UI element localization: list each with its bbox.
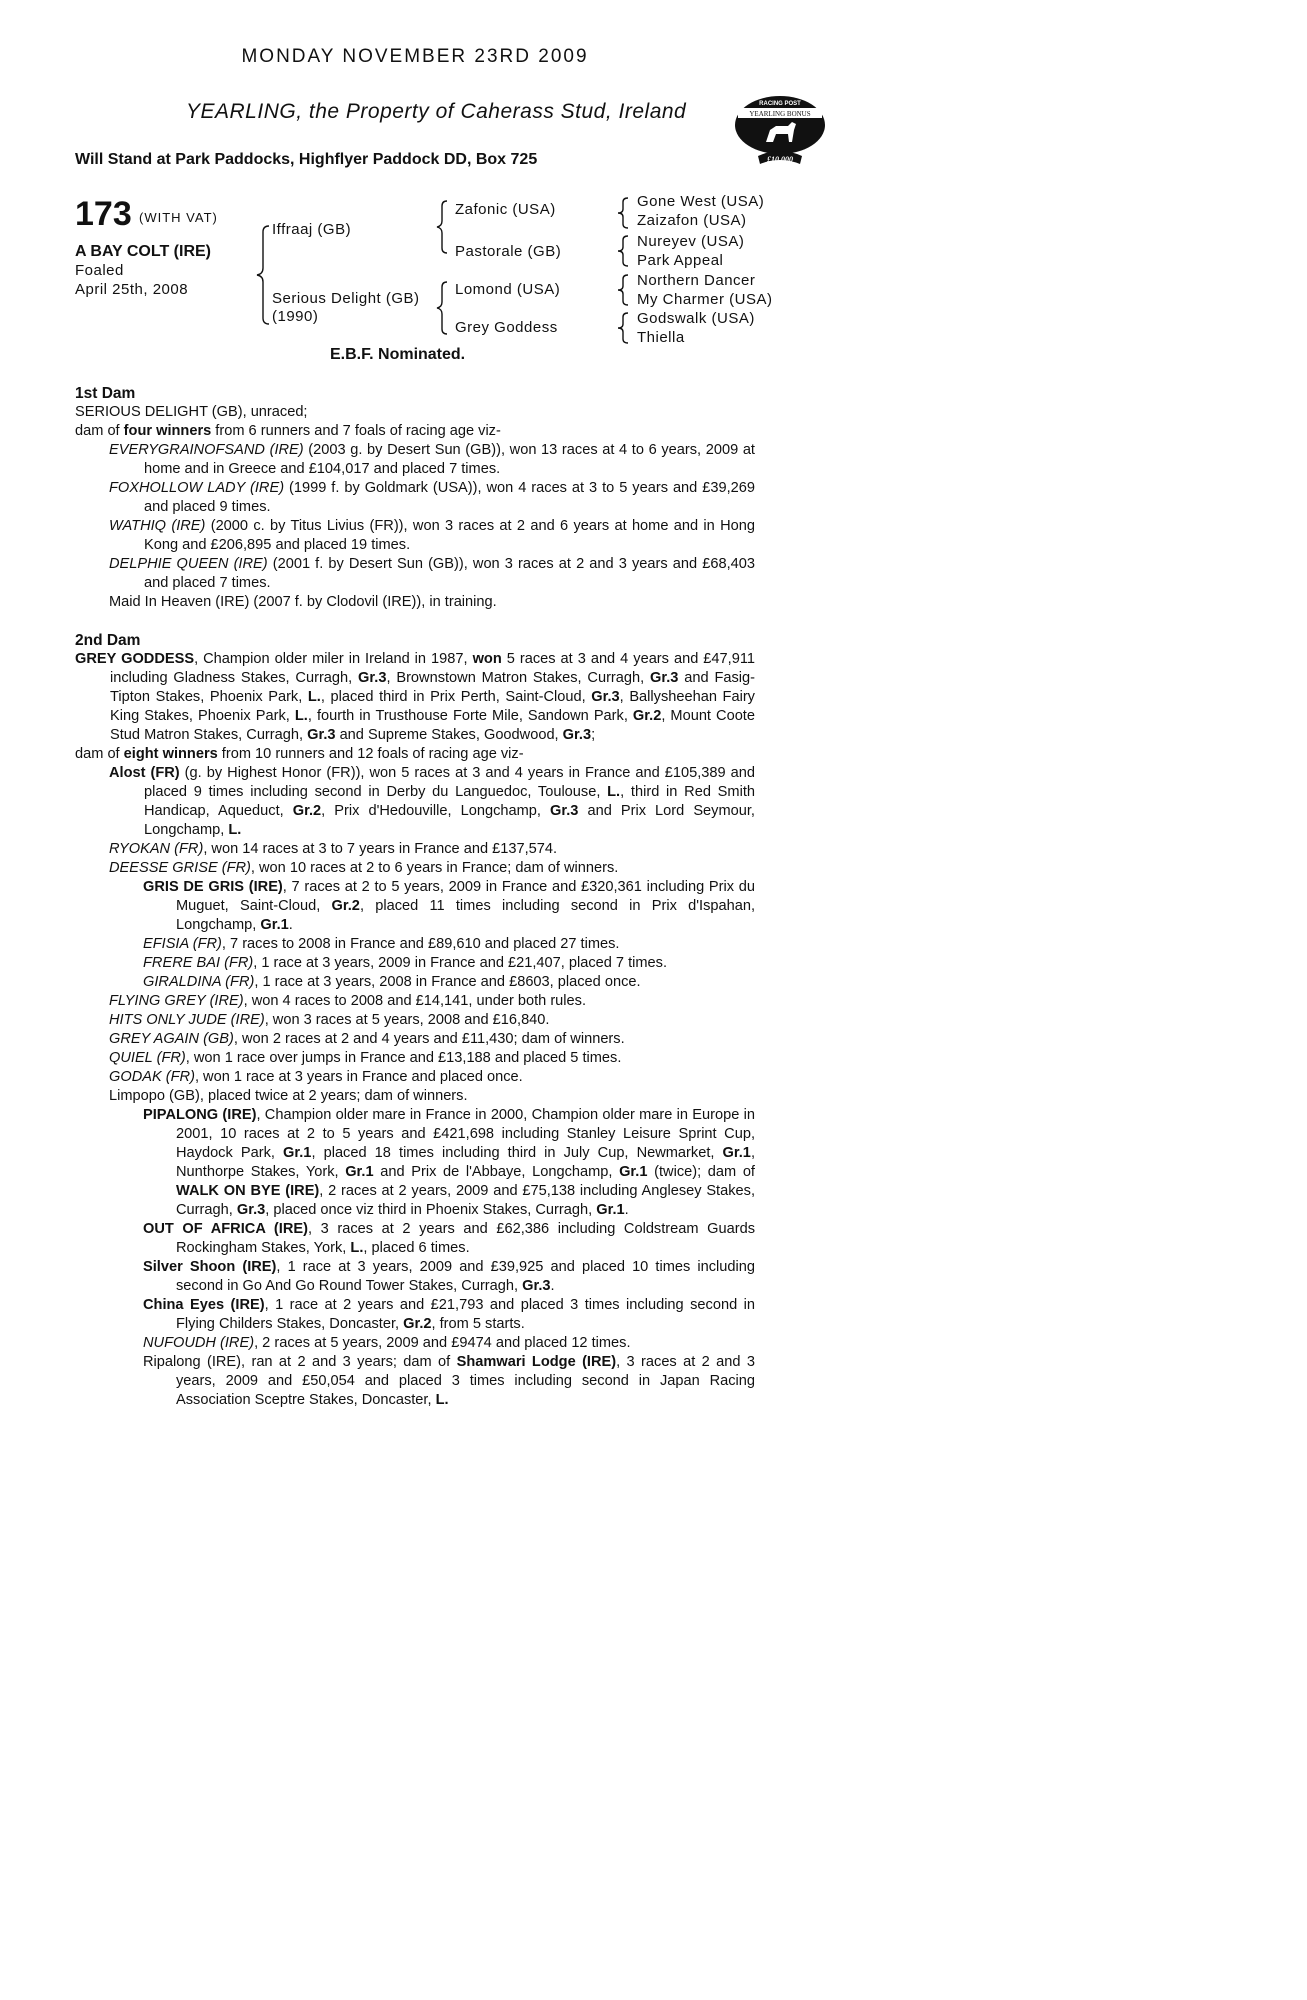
pedigree-dss: Northern Dancer bbox=[637, 272, 756, 289]
pedigree-ddd: Thiella bbox=[637, 329, 685, 346]
pedigree-brace-dd bbox=[616, 310, 636, 346]
produce-entry: China Eyes (IRE), 1 race at 2 years and £21,793 and placed 3 times including second in Flying Childers Stakes, Doncaster, Gr.2, from 5 starts. bbox=[143, 1297, 756, 1332]
sale-date: MONDAY NOVEMBER 23RD 2009 bbox=[241, 46, 589, 67]
yearling-bonus-badge bbox=[730, 92, 830, 168]
produce-entry: Ripalong (IRE), ran at 2 and 3 years; dam of Shamwari Lodge (IRE), 3 races at 2 and 3 years, 2009 and £50,054 and placed 3 times including second in Japan Racing Association Sceptre Stakes, Doncaster, L. bbox=[143, 1354, 755, 1408]
foaled-date: April 25th, 2008 bbox=[75, 281, 189, 298]
pedigree-dam-year: (1990) bbox=[272, 308, 319, 325]
produce-entry: NUFOUDH (IRE), 2 races at 5 years, 2009 and £9474 and placed 12 times. bbox=[143, 1335, 631, 1351]
second-dam-intro: GREY GODDESS, Champion older miler in Ireland in 1987, won 5 races at 3 and 4 years and £47,911 including Gladness Stakes, Curragh, Gr.3, Brownstown Matron Stakes, Curragh, Gr.3 and Fasig-Tipton Stakes, Phoenix Park, L., placed third in Prix Perth, Saint-Cloud, Gr.3, Ballysheehan Fairy King Stakes, Phoenix Park, L., fourth in Trusthouse Forte Mile, Sandown Park, Gr.2, Mount Coote Stud Matron Stakes, Curragh, Gr.3 and Supreme Stakes, Goodwood, Gr.3; bbox=[75, 651, 755, 743]
pedigree-sire-dam: Pastorale (GB) bbox=[455, 243, 562, 260]
produce-entry: WATHIQ (IRE) (2000 c. by Titus Livius (FR)), won 3 races at 2 and 6 years at home and in Hong Kong and £206,895 and placed 19 times. bbox=[109, 518, 755, 553]
vat-note: (WITH VAT) bbox=[139, 210, 218, 225]
produce-entry: Maid In Heaven (IRE) (2007 f. by Clodovil (IRE)), in training. bbox=[109, 594, 497, 610]
pedigree-brace-ss bbox=[616, 195, 636, 231]
pedigree-sds: Nureyev (USA) bbox=[637, 233, 745, 250]
produce-entry: FRERE BAI (FR), 1 race at 3 years, 2009 in France and £21,407, placed 7 times. bbox=[143, 955, 668, 971]
pedigree-dam-sire: Lomond (USA) bbox=[455, 281, 561, 298]
badge-ribbon-text: YEARLING BONUS bbox=[749, 110, 811, 118]
produce-entry: Silver Shoon (IRE), 1 race at 3 years, 2009 and £39,925 and placed 10 times including second in Go And Go Round Tower Stakes, Curragh, Gr.3. bbox=[143, 1259, 755, 1294]
produce-entry: GODAK (FR), won 1 race at 3 years in France and placed once. bbox=[109, 1069, 523, 1085]
produce-entry: EVERYGRAINOFSAND (IRE) (2003 g. by Desert Sun (GB)), won 13 races at 4 to 6 years, 2009 at home and in Greece and £104,017 and placed 7 times. bbox=[109, 442, 755, 477]
second-dam-heading: 2nd Dam bbox=[75, 632, 141, 649]
stand-location: Will Stand at Park Paddocks, Highflyer Paddock DD, Box 725 bbox=[75, 151, 538, 168]
produce-entry: Alost (FR) (g. by Highest Honor (FR)), won 5 races at 3 and 4 years in France and £105,389 and placed 9 times including second in Derby du Languedoc, Toulouse, L., third in Red Smith Handicap, Aqueduct, Gr.2, Prix d'Hedouville, Longchamp, Gr.3 and Prix Lord Seymour, Longchamp, L. bbox=[109, 765, 755, 838]
pedigree-sss: Gone West (USA) bbox=[637, 193, 765, 210]
first-dam-produce-summary: dam of four winners from 6 runners and 7 foals of racing age viz- bbox=[75, 423, 501, 439]
second-dam-produce-summary: dam of eight winners from 10 runners and 12 foals of racing age viz- bbox=[75, 746, 524, 762]
produce-entry: DEESSE GRISE (FR), won 10 races at 2 to 6 years in France; dam of winners. bbox=[109, 860, 619, 876]
badge-amount: £10,000 bbox=[767, 155, 793, 164]
pedigree-sire-sire: Zafonic (USA) bbox=[455, 201, 556, 218]
pedigree-sdd: Park Appeal bbox=[637, 252, 724, 269]
produce-entry: FOXHOLLOW LADY (IRE) (1999 f. by Goldmark (USA)), won 4 races at 3 to 5 years and £39,269 and placed 9 times. bbox=[109, 480, 755, 515]
catalogue-body bbox=[75, 384, 755, 1410]
pedigree-dds: Godswalk (USA) bbox=[637, 310, 755, 327]
consignor-line: YEARLING, the Property of Caherass Stud, Ireland bbox=[186, 100, 687, 123]
produce-entry: Limpopo (GB), placed twice at 2 years; dam of winners. bbox=[109, 1088, 468, 1104]
pedigree-brace-sire bbox=[435, 197, 455, 257]
first-dam-heading: 1st Dam bbox=[75, 385, 136, 402]
produce-entry: GREY AGAIN (GB), won 2 races at 2 and 4 years and £11,430; dam of winners. bbox=[109, 1031, 625, 1047]
produce-entry: HITS ONLY JUDE (IRE), won 3 races at 5 years, 2008 and £16,840. bbox=[109, 1012, 550, 1028]
produce-entry: GIRALDINA (FR), 1 race at 3 years, 2008 in France and £8603, placed once. bbox=[143, 974, 641, 990]
pedigree-dam-dam: Grey Goddess bbox=[455, 319, 558, 336]
pedigree-sire: Iffraaj (GB) bbox=[272, 221, 352, 238]
produce-entry: PIPALONG (IRE), Champion older mare in France in 2000, Champion older mare in Europe in 2001, 10 races at 2 to 5 years and £421,698 including Stanley Leisure Sprint Cup, Haydock Park, Gr.1, placed 18 times including third in July Cup, Newmarket, Gr.1, Nunthorpe Stakes, York, Gr.1 and Prix de l'Abbaye, Longchamp, Gr.1 (twice); dam of WALK ON BYE (IRE), 2 races at 2 years, 2009 and £75,138 including Anglesey Stakes, Curragh, Gr.3, placed once viz third in Phoenix Stakes, Curragh, Gr.1. bbox=[143, 1107, 755, 1218]
lot-number: 173 bbox=[75, 195, 132, 233]
pedigree-brace-dam bbox=[435, 278, 455, 338]
produce-entry: GRIS DE GRIS (IRE), 7 races at 2 to 5 years, 2009 in France and £320,361 including Prix du Muguet, Saint-Cloud, Gr.2, placed 11 times including second in Prix d'Ispahan, Longchamp, Gr.1. bbox=[143, 879, 755, 933]
pedigree-brace-sd bbox=[616, 233, 636, 269]
produce-entry: FLYING GREY (IRE), won 4 races to 2008 and £14,141, under both rules. bbox=[109, 993, 587, 1009]
pedigree-brace-ds bbox=[616, 272, 636, 308]
pedigree-dam: Serious Delight (GB) bbox=[272, 290, 420, 307]
badge-top-text: RACING POST bbox=[759, 101, 801, 107]
ebf-nomination: E.B.F. Nominated. bbox=[330, 346, 466, 363]
produce-entry: EFISIA (FR), 7 races to 2008 in France and £89,610 and placed 27 times. bbox=[143, 936, 620, 952]
pedigree-dsd: My Charmer (USA) bbox=[637, 291, 773, 308]
pedigree-ssd: Zaizafon (USA) bbox=[637, 212, 747, 229]
produce-entry: DELPHIE QUEEN (IRE) (2001 f. by Desert Sun (GB)), won 3 races at 2 and 3 years and £68,403 and placed 7 times. bbox=[109, 556, 755, 591]
foaled-label: Foaled bbox=[75, 262, 124, 279]
first-dam-intro: SERIOUS DELIGHT (GB), unraced; bbox=[75, 404, 308, 420]
produce-entry: RYOKAN (FR), won 14 races at 3 to 7 years in France and £137,574. bbox=[109, 841, 558, 857]
produce-entry: OUT OF AFRICA (IRE), 3 races at 2 years and £62,386 including Coldstream Guards Rockingham Stakes, York, L., placed 6 times. bbox=[143, 1221, 755, 1256]
horse-description: A BAY COLT (IRE) bbox=[75, 243, 212, 260]
produce-entry: QUIEL (FR), won 1 race over jumps in France and £13,188 and placed 5 times. bbox=[109, 1050, 622, 1066]
